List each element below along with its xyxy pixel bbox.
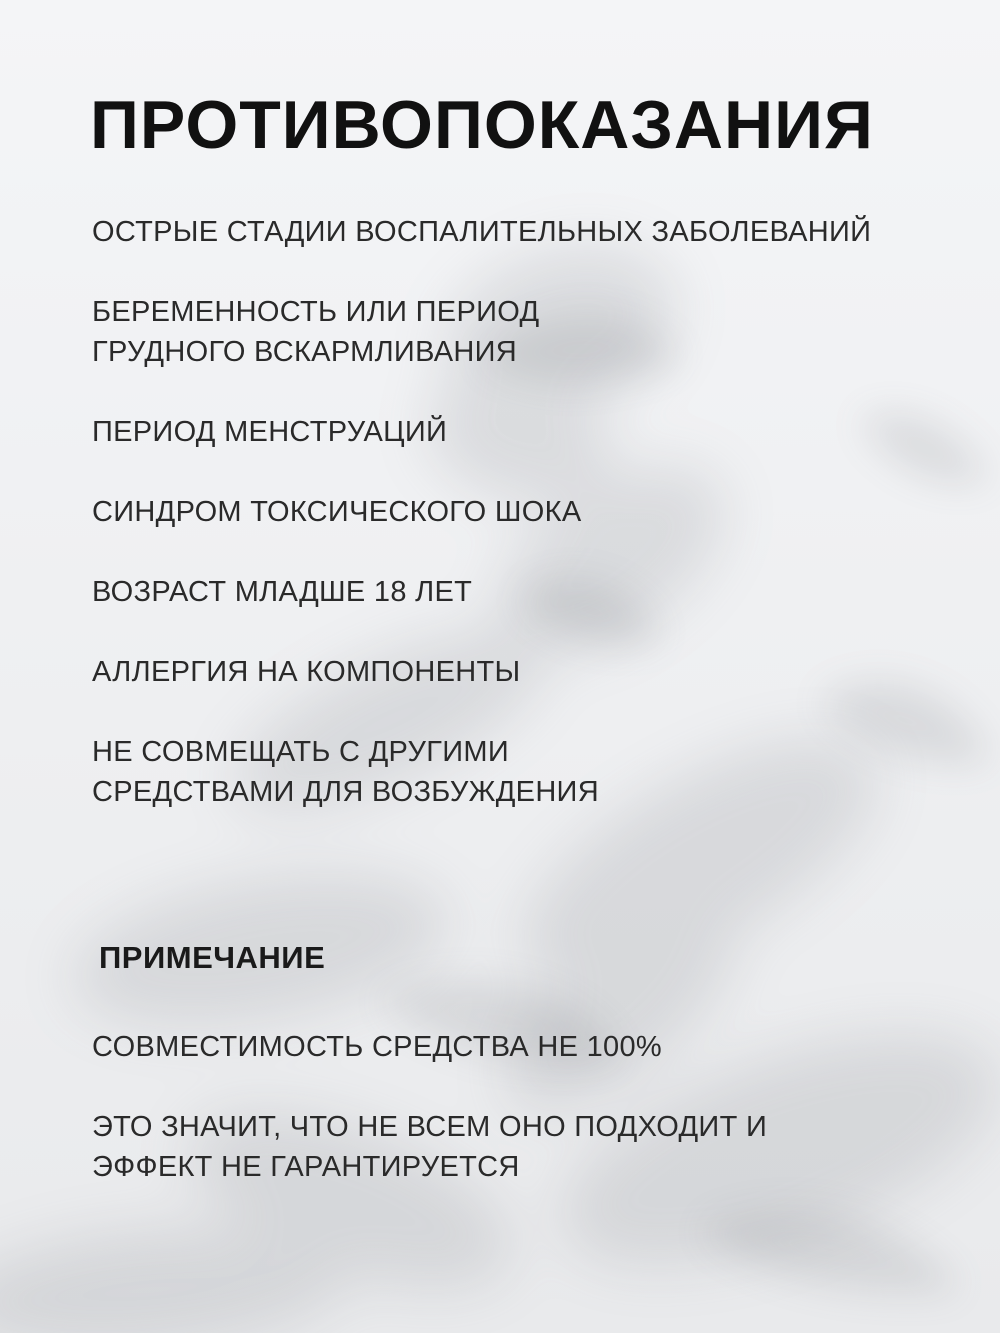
contraindication-item-7 xyxy=(92,732,599,812)
contraindication-line: СРЕДСТВАМИ ДЛЯ ВОЗБУЖДЕНИЯ xyxy=(92,776,599,808)
contraindication-item-4 xyxy=(92,492,581,532)
contraindication-line: АЛЛЕРГИЯ НА КОМПОНЕНТЫ xyxy=(92,656,521,688)
note-item-2 xyxy=(92,1107,767,1187)
contraindication-line: ВОЗРАСТ МЛАДШЕ 18 ЛЕТ xyxy=(92,576,473,608)
contraindication-line: ГРУДНОГО ВСКАРМЛИВАНИЯ xyxy=(92,336,518,368)
contraindication-line: БЕРЕМЕННОСТЬ ИЛИ ПЕРИОД xyxy=(92,296,540,328)
contraindication-line: СИНДРОМ ТОКСИЧЕСКОГО ШОКА xyxy=(92,496,582,528)
contraindication-item-5 xyxy=(92,572,472,612)
note-line: СОВМЕСТИМОСТЬ СРЕДСТВА НЕ 100% xyxy=(92,1031,662,1063)
contraindication-item-3 xyxy=(92,412,447,452)
note-line: ЭТО ЗНАЧИТ, ЧТО НЕ ВСЕМ ОНО ПОДХОДИТ И xyxy=(92,1111,768,1143)
note-line: ЭФФЕКТ НЕ ГАРАНТИРУЕТСЯ xyxy=(92,1151,520,1183)
contraindication-line: ОСТРЫЕ СТАДИИ ВОСПАЛИТЕЛЬНЫХ ЗАБОЛЕВАНИЙ xyxy=(92,216,872,248)
page-title: ПРОТИВОПОКАЗАНИЯ xyxy=(90,87,874,163)
note-heading: ПРИМЕЧАНИЕ xyxy=(99,940,326,975)
contraindication-item-2 xyxy=(92,292,539,372)
contraindication-line: ПЕРИОД МЕНСТРУАЦИЙ xyxy=(92,416,448,448)
contraindication-line: НЕ СОВМЕЩАТЬ С ДРУГИМИ xyxy=(92,736,510,768)
note-item-1 xyxy=(92,1027,662,1067)
contraindication-item-1 xyxy=(92,212,871,252)
contraindication-item-6 xyxy=(92,652,521,692)
